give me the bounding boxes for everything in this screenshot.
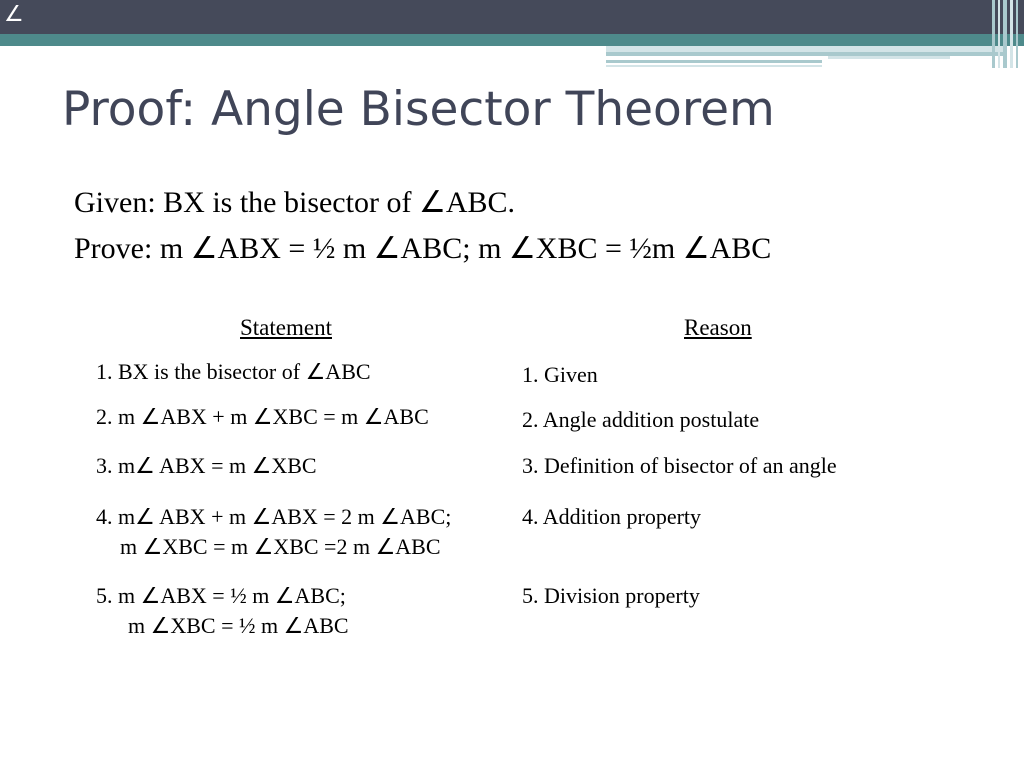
header-vertical-bar <box>1003 0 1007 68</box>
header-accent-line <box>828 56 950 59</box>
header-accent-line <box>606 65 822 67</box>
header-vertical-bar <box>992 0 995 68</box>
statement-line: m ∠XBC = m ∠XBC =2 m ∠ABC <box>120 534 441 559</box>
reason-cell: 2. Angle addition postulate <box>522 407 760 432</box>
statement-line: m ∠XBC = ½ m ∠ABC <box>128 613 349 638</box>
reason-cell: 3. Definition of bisector of an angle <box>522 453 837 478</box>
statement-cell: 2. m ∠ABX + m ∠XBC = m ∠ABC <box>96 404 429 429</box>
slide-title: Proof: Angle Bisector Theorem <box>62 82 775 137</box>
header-band-dark <box>0 0 1024 34</box>
header-band-teal <box>0 34 1024 46</box>
header-vertical-bar <box>1010 0 1013 68</box>
prove-statement: Prove: m ∠ABX = ½ m ∠ABC; m ∠XBC = ½m ∠ABC <box>74 232 772 265</box>
header-vertical-bar <box>998 0 1000 68</box>
reason-cell: 4. Addition property <box>522 504 702 529</box>
statement-cell: 3. m∠ ABX = m ∠XBC <box>96 453 317 478</box>
statement-cell <box>96 502 451 562</box>
reason-column-header: Reason <box>684 315 752 340</box>
statement-cell: 1. BX is the bisector of ∠ABC <box>96 359 371 384</box>
reason-cell: 5. Division property <box>522 583 700 608</box>
given-statement: Given: BX is the bisector of ∠ABC. <box>74 186 516 219</box>
header-vertical-bar <box>1016 0 1018 68</box>
statement-column-header: Statement <box>240 315 332 340</box>
header-accent-line <box>606 60 822 63</box>
statement-line: 5. m ∠ABX = ½ m ∠ABC; <box>96 583 346 608</box>
statement-cell <box>96 581 349 641</box>
angle-icon: ∠ <box>4 2 24 27</box>
reason-cell: 1. Given <box>522 362 598 387</box>
statement-line: 4. m∠ ABX + m ∠ABX = 2 m ∠ABC; <box>96 504 452 529</box>
